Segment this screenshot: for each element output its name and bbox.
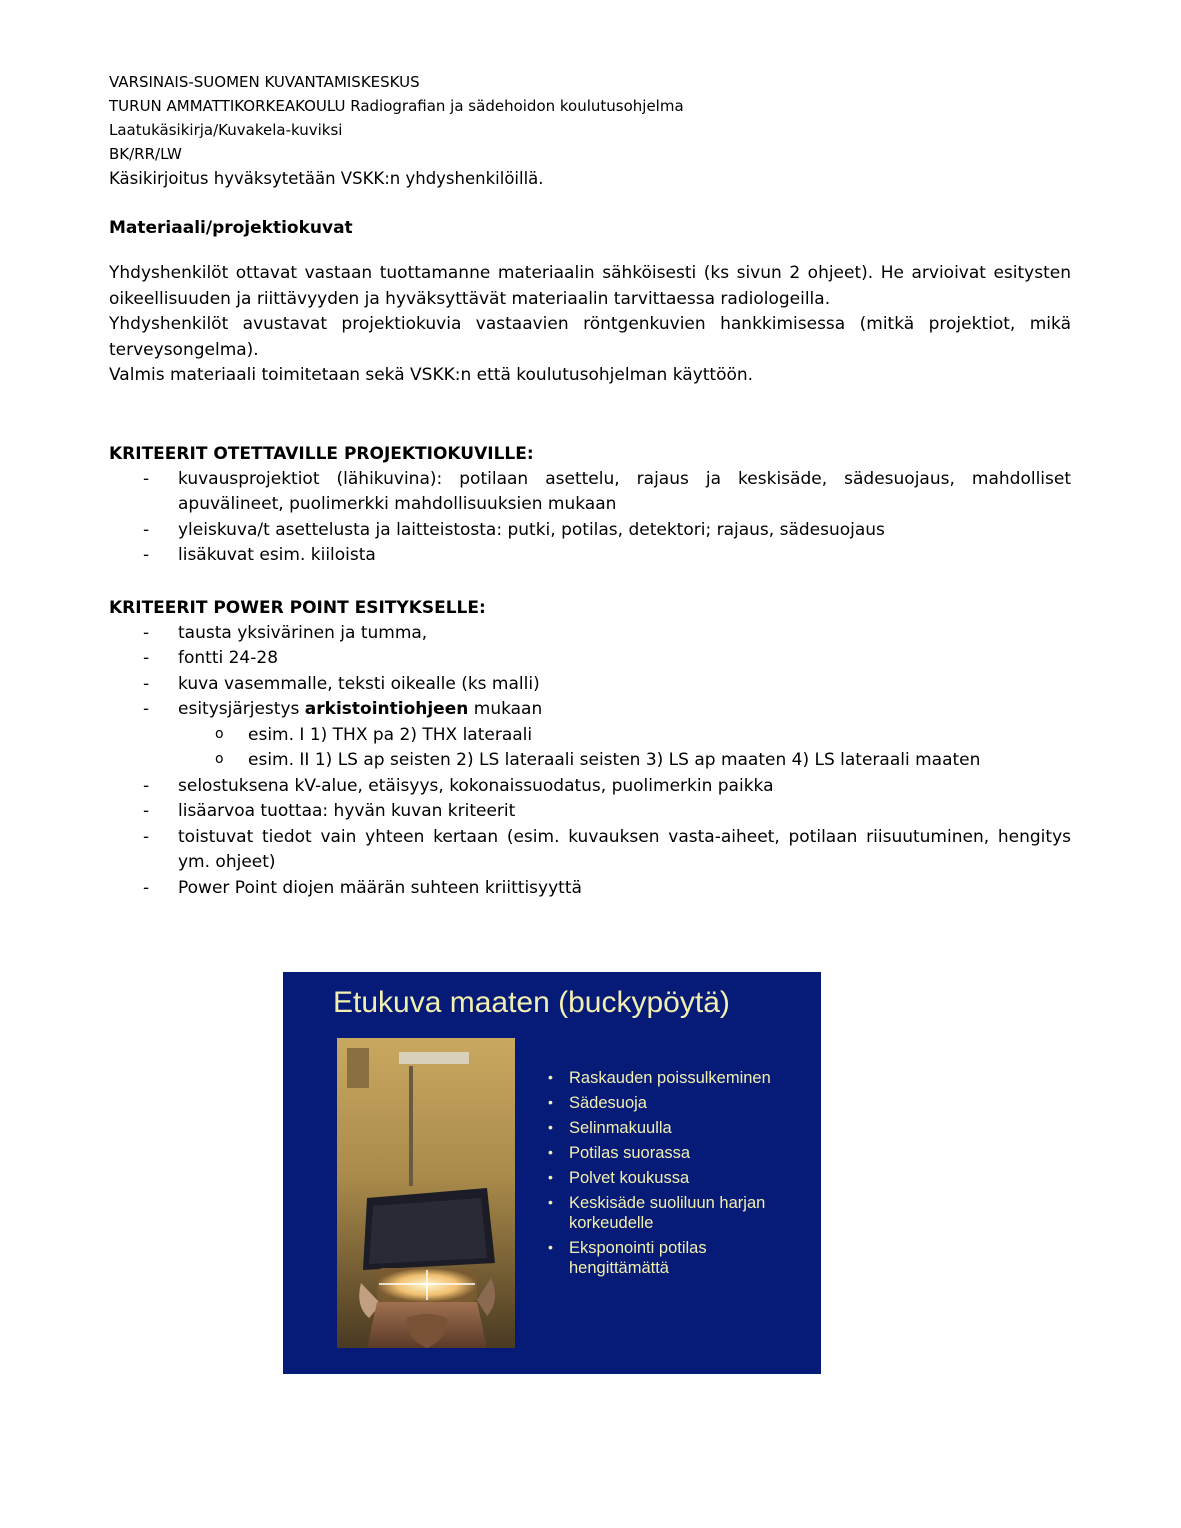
sub-list-item: o esim. I 1) THX pa 2) THX lateraali [109, 723, 1071, 749]
order-bold: arkistointiohjeen [304, 699, 469, 719]
section-title: Materiaali/projektiokuvat [109, 218, 353, 238]
criteria-heading-powerpoint: KRITEERIT POWER POINT ESITYKSELLE: [109, 597, 486, 618]
slide-bullet: • Sädesuoja [547, 1093, 797, 1113]
slide-bullet: • Keskisäde suoliluun harjan korkeudelle [547, 1193, 797, 1233]
criteria-list-projections [109, 467, 1071, 569]
criteria-list-powerpoint-cont [109, 774, 1071, 902]
list-item: - lisäarvoa tuottaa: hyvän kuvan kriteerit [109, 799, 1071, 825]
slide-bullet: • Polvet koukussa [547, 1168, 797, 1188]
document-page [109, 70, 1071, 901]
slide-bullet: • Raskauden poissulkeminen [547, 1068, 797, 1088]
slide-bullet: • Selinmakuulla [547, 1118, 797, 1138]
slide-title: Etukuva maaten (buckypöytä) [333, 986, 730, 1019]
list-item: - toistuvat tiedot vain yhteen kertaan (esim. kuvauksen vasta-aiheet, potilaan riisuutuminen, hengitys ym. ohjeet) [109, 825, 1071, 876]
list-item: - yleiskuva/t asettelusta ja laitteistosta: putki, potilas, detektori; rajaus, sädesuojaus [109, 518, 1071, 544]
slide-bullets [547, 1068, 797, 1283]
order-examples [109, 723, 1071, 774]
paragraph: Yhdyshenkilöt ottavat vastaan tuottamanne materiaalin sähköisesti (ks sivun 2 ohjeet). He arvioivat esitysten oikeellisuuden ja riittävyyden ja hyväksyttävät materiaalin tarvittaessa radiologeilla. [109, 263, 1071, 309]
list-item: - fontti 24-28 [109, 646, 1071, 672]
document-header [109, 70, 1071, 166]
header-line: VARSINAIS-SUOMEN KUVANTAMISKESKUS [109, 73, 420, 91]
list-item: - kuvausprojektiot (lähikuvina): potilaan asettelu, rajaus ja keskisäde, sädesuojaus, mahdolliset apuvälineet, puolimerkki mahdollisuuksien mukaan [109, 467, 1071, 518]
xray-setup-photo [337, 1038, 515, 1348]
approval-note: Käsikirjoitus hyväksytetään VSKK:n yhdyshenkilöillä. [109, 169, 544, 188]
sub-list-item: o esim. II 1) LS ap seisten 2) LS lateraali seisten 3) LS ap maaten 4) LS lateraali maaten [109, 748, 1071, 774]
list-item: - tausta yksivärinen ja tumma, [109, 621, 1071, 647]
paragraph: Yhdyshenkilöt avustavat projektiokuvia vastaavien röntgenkuvien hankkimisessa (mitkä projektiot, mikä terveysongelma). [109, 314, 1071, 360]
slide-bullet: • Potilas suorassa [547, 1143, 797, 1163]
list-item-order [109, 697, 1071, 723]
order-suffix: mukaan [468, 699, 543, 719]
list-item: - lisäkuvat esim. kiiloista [109, 543, 1071, 569]
paragraph: Valmis materiaali toimitetaan sekä VSKK:n että koulutusohjelman käyttöön. [109, 365, 754, 385]
criteria-list-powerpoint [109, 621, 1071, 723]
order-prefix: esitysjärjestys [178, 699, 305, 719]
header-line: BK/RR/LW [109, 145, 182, 163]
slide-bullet: • Eksponointi potilas hengittämättä [547, 1238, 797, 1278]
list-item: - selostuksena kV-alue, etäisyys, kokonaissuodatus, puolimerkin paikka [109, 774, 1071, 800]
section-body [109, 261, 1071, 389]
header-line: TURUN AMMATTIKORKEAKOULU Radiografian ja sädehoidon koulutusohjelma [109, 97, 684, 115]
criteria-heading-projections: KRITEERIT OTETTAVILLE PROJEKTIOKUVILLE: [109, 443, 534, 464]
list-item: - kuva vasemmalle, teksti oikealle (ks malli) [109, 672, 1071, 698]
example-slide [283, 972, 821, 1374]
list-item: - Power Point diojen määrän suhteen kriittisyyttä [109, 876, 1071, 902]
header-line: Laatukäsikirja/Kuvakela-kuviksi [109, 121, 343, 139]
